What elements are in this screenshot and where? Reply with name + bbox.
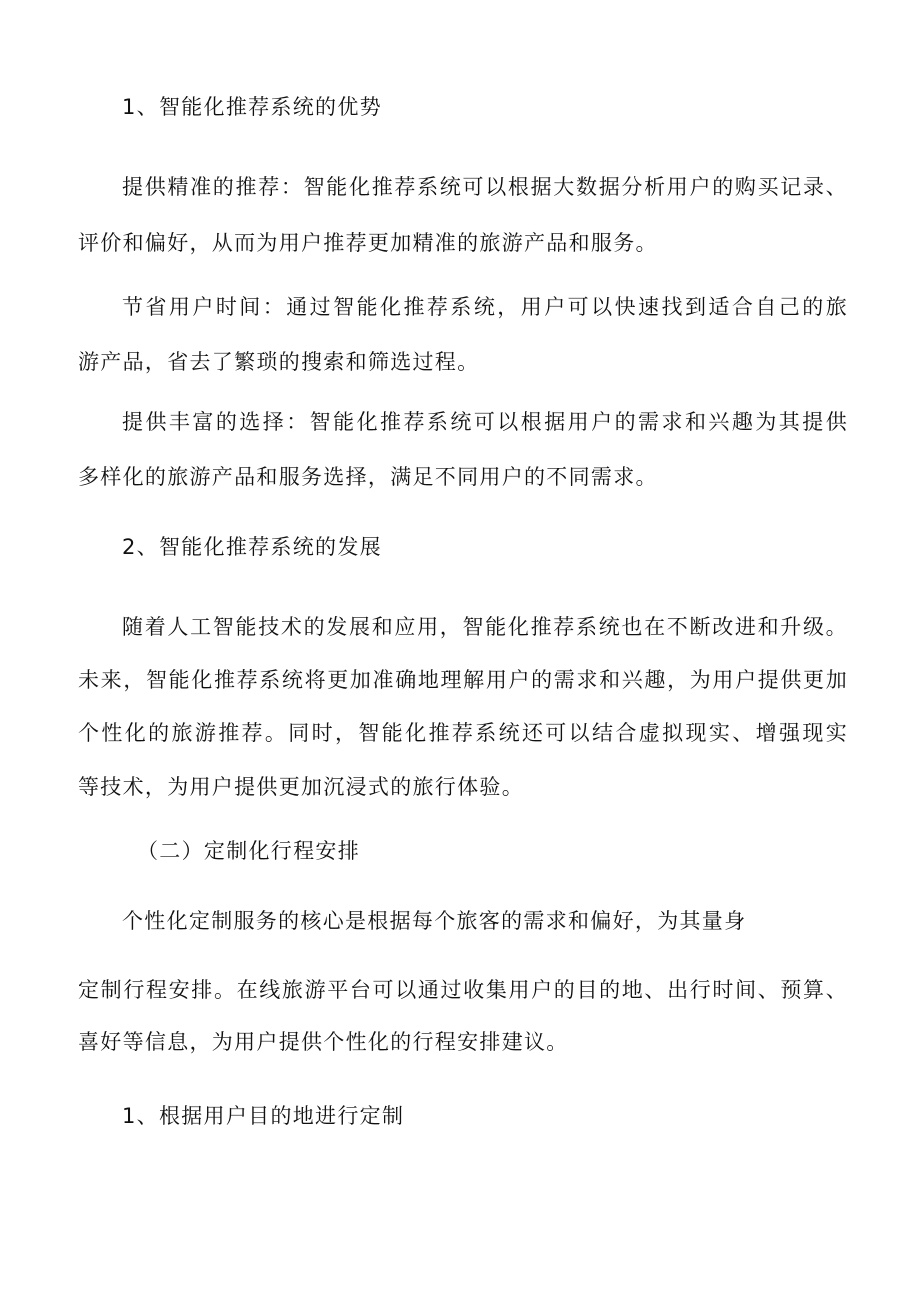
- paragraph-line: 个性化定制服务的核心是根据每个旅客的需求和偏好，为其量身: [122, 909, 747, 933]
- paragraph-line: 评价和偏好，从而为用户推荐更加精准的旅游产品和服务。: [78, 231, 658, 255]
- paragraph-line: 游产品，省去了繁琐的搜索和筛选过程。: [78, 350, 480, 374]
- paragraph-line: 提供丰富的选择：智能化推荐系统可以根据用户的需求和兴趣为其提供: [122, 410, 848, 434]
- section-heading-itinerary: （二）定制化行程安排: [137, 839, 360, 863]
- paragraph-line: 喜好等信息，为用户提供个性化的行程安排建议。: [78, 1030, 569, 1054]
- paragraph-line: 等技术，为用户提供更加沉浸式的旅行体验。: [78, 775, 524, 799]
- paragraph-line: 定制行程安排。在线旅游平台可以通过收集用户的目的地、出行时间、预算、: [78, 978, 848, 1002]
- paragraph-line: 节省用户时间：通过智能化推荐系统，用户可以快速找到适合自己的旅: [122, 295, 848, 319]
- paragraph-line: 多样化的旅游产品和服务选择，满足不同用户的不同需求。: [78, 465, 658, 489]
- paragraph-line: 未来，智能化推荐系统将更加准确地理解用户的需求和兴趣，为用户提供更加: [78, 668, 848, 692]
- paragraph-line: 提供精准的推荐：智能化推荐系统可以根据大数据分析用户的购买记录、: [122, 175, 848, 199]
- heading-development: 2、智能化推荐系统的发展: [122, 535, 382, 559]
- paragraph-line: 个性化的旅游推荐。同时，智能化推荐系统还可以结合虚拟现实、增强现实: [78, 721, 848, 745]
- heading-advantages: 1、智能化推荐系统的优势: [122, 95, 382, 119]
- heading-destination: 1、根据用户目的地进行定制: [122, 1104, 405, 1128]
- paragraph-line: 随着人工智能技术的发展和应用，智能化推荐系统也在不断改进和升级。: [122, 615, 848, 639]
